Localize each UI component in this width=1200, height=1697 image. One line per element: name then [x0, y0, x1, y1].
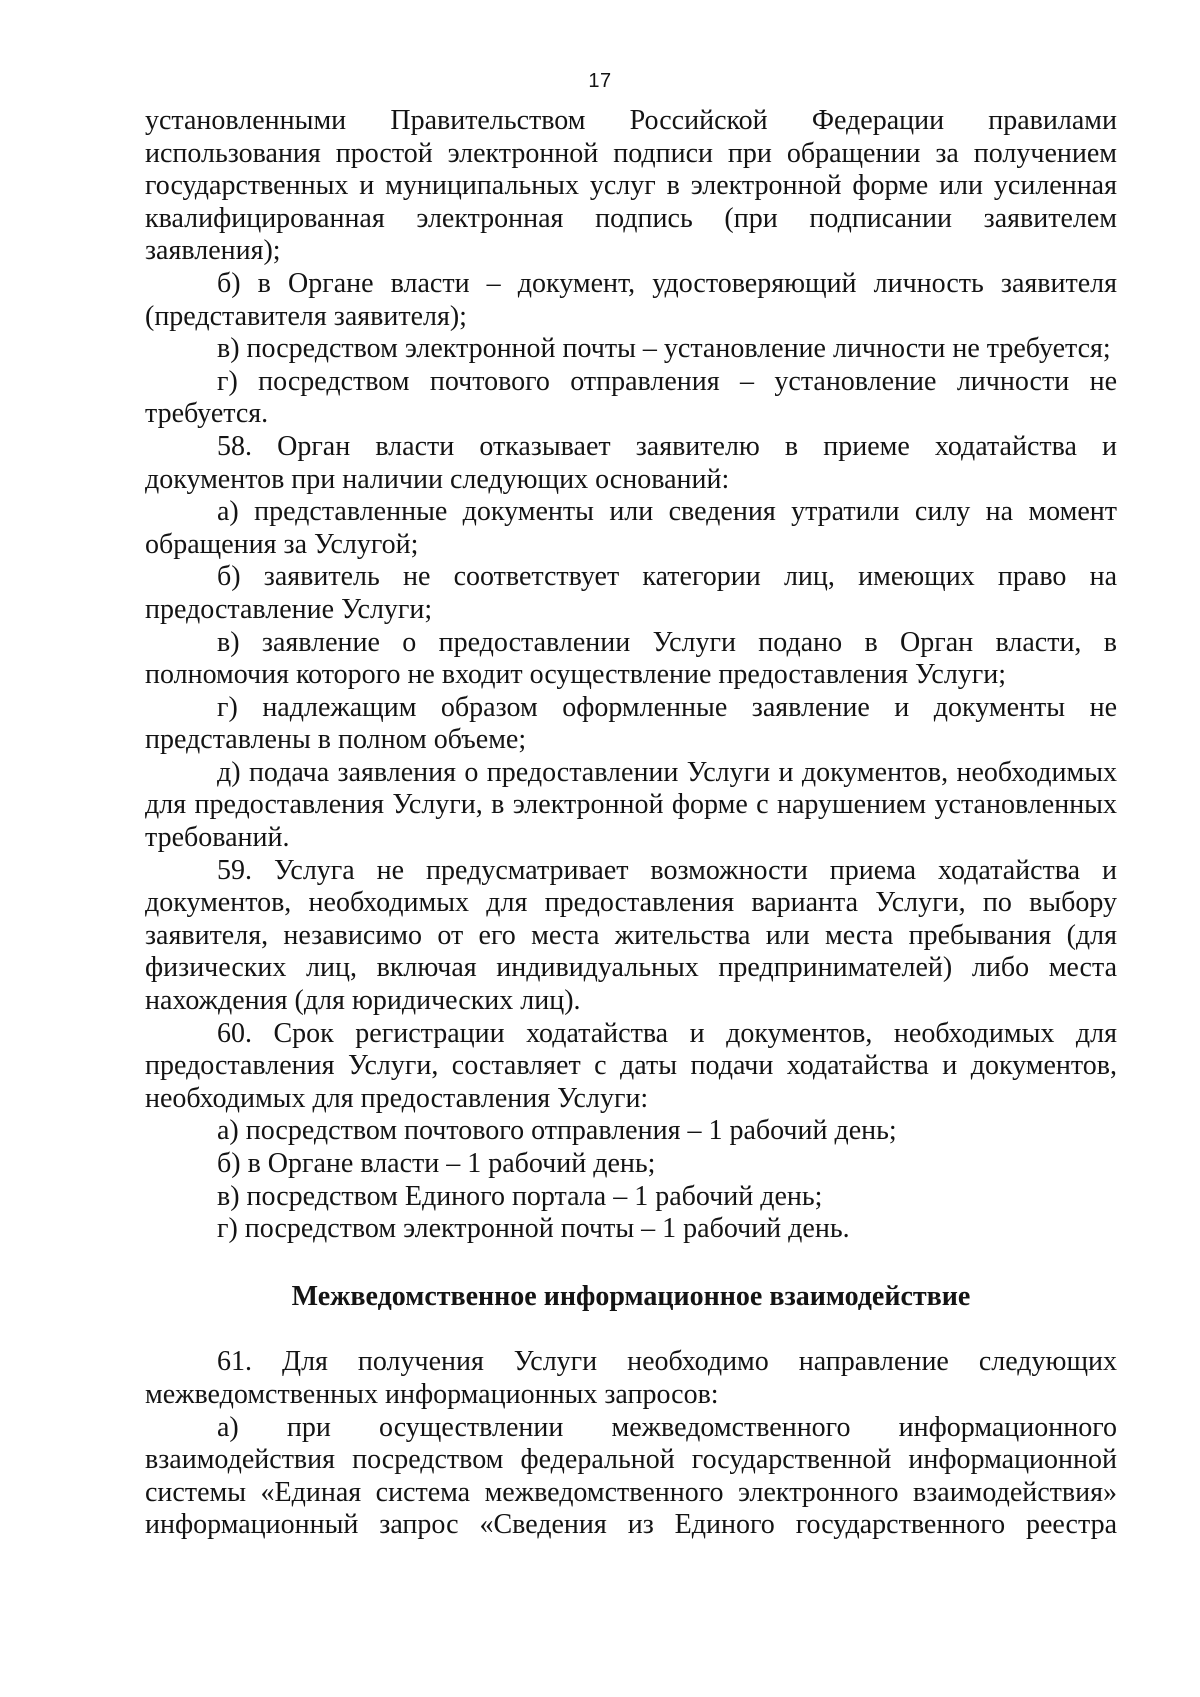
paragraph: а) при осуществлении межведомственного информационного взаимодействия посредством федеральной государственной информационной системы «Единая система межведомственного электронного взаимодействия» информационный запрос «Сведения из Единого государственного реестра [145, 1411, 1117, 1541]
paragraph: г) посредством почтового отправления – установление личности не требуется. [145, 365, 1117, 430]
paragraph: г) надлежащим образом оформленные заявление и документы не представлены в полном объеме; [145, 691, 1117, 756]
paragraph: 61. Для получения Услуги необходимо направление следующих межведомственных информационных запросов: [145, 1346, 1117, 1410]
list-item: г) посредством электронной почты – 1 рабочий день. [217, 1213, 850, 1245]
paragraph: б) заявитель не соответствует категории лиц, имеющих право на предоставление Услуги; [145, 561, 1117, 625]
paragraph: д) подача заявления о предоставлении Услуги и документов, необходимых для предоставления Услуги, в электронной форме с нарушением установленных требований. [145, 756, 1117, 854]
paragraph: 59. Услуга не предусматривает возможности приема ходатайства и документов, необходимых для предоставления варианта Услуги, по выбору заявителя, независимо от его места жительства или места пребывания (для физических лиц, включая индивидуальных предпринимателей) либо места нахождения (для юридических лиц). [145, 854, 1117, 1017]
list-item: а) посредством почтового отправления – 1 рабочий день; [217, 1115, 897, 1147]
section-heading: Межведомственное информационное взаимодействие [291, 1280, 971, 1312]
list-item: б) в Органе власти – 1 рабочий день; [217, 1148, 656, 1179]
paragraph: б) в Органе власти – документ, удостоверяющий личность заявителя (представителя заявителя); [145, 267, 1117, 332]
page-number: 17 [588, 70, 612, 92]
paragraph: в) посредством электронной почты – установление личности не требуется; [217, 333, 1111, 365]
paragraph: в) заявление о предоставлении Услуги подано в Орган власти, в полномочия которого не входит осуществление предоставления Услуги; [145, 626, 1117, 691]
paragraph: 60. Срок регистрации ходатайства и документов, необходимых для предоставления Услуги, составляет с даты подачи ходатайства и документов, необходимых для предоставления Услуги: [145, 1017, 1117, 1114]
paragraph: 58. Орган власти отказывает заявителю в приеме ходатайства и документов при наличии следующих оснований: [145, 430, 1117, 495]
document-body [145, 105, 1117, 1542]
paragraph: установленными Правительством Российской Федерации правилами использования простой электронной подписи при обращении за получением государственных и муниципальных услуг в электронной форме или усиленная квалифицированная электронная подпись (при подписании заявителем заявления); [145, 105, 1117, 267]
paragraph: а) представленные документы или сведения утратили силу на момент обращения за Услугой; [145, 496, 1117, 560]
list-item: в) посредством Единого портала – 1 рабочий день; [217, 1180, 823, 1212]
